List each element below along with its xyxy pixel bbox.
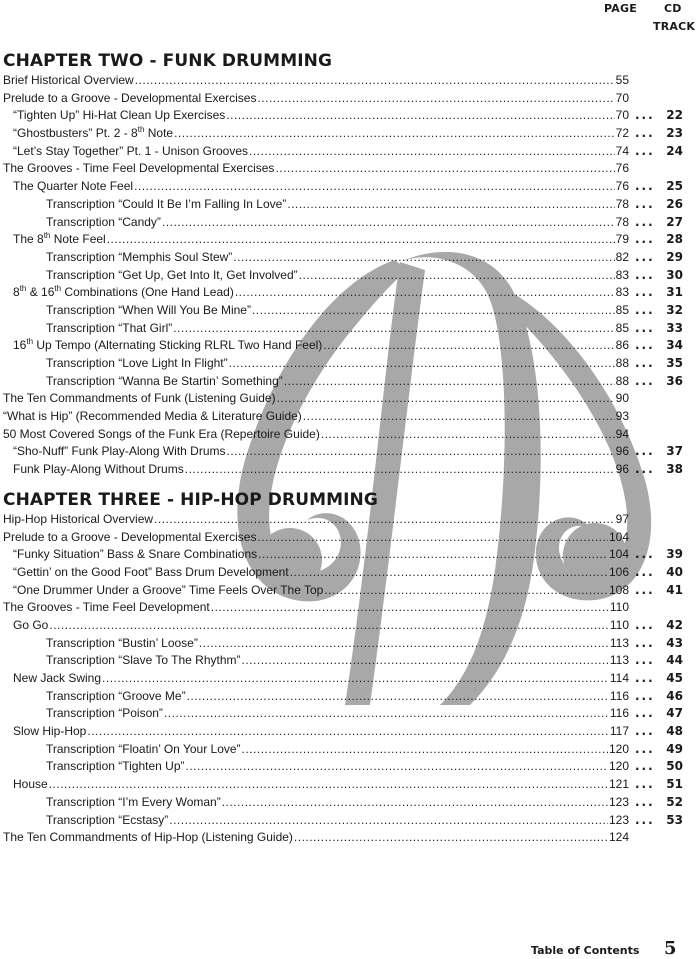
toc-entry-page: 93 (615, 409, 629, 424)
toc-entry-page: 76 (615, 179, 629, 194)
track-dots: ... (635, 179, 655, 194)
toc-entry-title: Transcription “Could It Be I’m Falling In Love” (46, 196, 287, 211)
toc-entry-track (635, 652, 683, 670)
toc-entry[interactable] (3, 355, 693, 373)
toc-entry-track (635, 196, 683, 214)
toc-entry-track (635, 107, 683, 125)
toc-entry-page: 88 (615, 356, 629, 370)
toc-entry-page: 104 (608, 547, 629, 562)
leader-dots (173, 320, 614, 338)
toc-entry-page: 86 (615, 338, 629, 353)
track-dots: ... (635, 777, 655, 792)
track-number: 51 (666, 777, 683, 792)
leader-dots (162, 214, 615, 232)
track-number: 37 (666, 444, 683, 459)
toc-entry[interactable] (3, 373, 693, 391)
toc-entry-title: Prelude to a Groove - Developmental Exercises (3, 529, 257, 544)
track-dots: ... (635, 462, 655, 477)
track-dots: ... (635, 741, 655, 756)
toc-entry-title: Slow Hip-Hop (13, 724, 87, 739)
leader-dots (321, 426, 615, 444)
toc-entry[interactable] (3, 196, 693, 214)
leader-dots (199, 635, 609, 653)
track-dots: ... (635, 582, 655, 597)
toc-entry-page: 120 (608, 741, 629, 756)
toc-entry[interactable] (3, 705, 693, 723)
track-number: 27 (666, 214, 683, 229)
toc-entry-title: New Jack Swing (13, 671, 102, 685)
toc-entry-track (635, 178, 683, 196)
toc-entry-page: 72 (615, 126, 629, 141)
toc-entry-title: The Quarter Note Feel (13, 179, 134, 194)
toc-entry[interactable] (3, 214, 693, 232)
track-number: 48 (666, 724, 683, 739)
toc-entry-page: 123 (608, 812, 629, 827)
track-dots: ... (635, 143, 655, 158)
track-dots: ... (635, 249, 655, 264)
toc-entry[interactable] (3, 390, 693, 408)
toc-entry-title: The Ten Commandments of Hip-Hop (Listening Guide) (3, 830, 293, 845)
track-number: 32 (666, 302, 683, 317)
toc-entry[interactable] (3, 723, 693, 741)
track-number: 25 (666, 179, 683, 194)
toc-entry-title: Brief Historical Overview (3, 73, 134, 87)
toc-entry-title: “Sho-Nuff” Funk Play-Along With Drums (13, 444, 226, 459)
toc-entry-title: 50 Most Covered Songs of the Funk Era (Repertoire Guide) (3, 426, 320, 441)
toc-entry-title: 8th & 16th Combinations (One Hand Lead) (13, 284, 234, 300)
track-number: 49 (666, 741, 683, 756)
track-dots: ... (635, 688, 655, 703)
leader-dots (287, 196, 614, 214)
toc-entry-title: Transcription “Wanna Be Startin’ Something” (46, 373, 283, 388)
footer-label: Table of Contents (531, 944, 640, 957)
track-number: 36 (666, 373, 683, 388)
toc-entry[interactable] (3, 776, 693, 794)
toc-entry[interactable] (3, 741, 693, 759)
leader-dots (235, 284, 615, 302)
toc-entry-page: 108 (608, 582, 629, 597)
toc-entry[interactable] (3, 529, 693, 547)
track-dots: ... (635, 356, 655, 370)
toc-entry-title: House (13, 777, 48, 792)
toc-entry-track (635, 302, 683, 320)
track-dots: ... (635, 285, 655, 300)
toc-entry-title: 16th Up Tempo (Alternating Sticking RLRL Two Hand Feel) (13, 337, 323, 353)
toc-entry-page: 78 (615, 214, 629, 229)
toc-entry-page: 70 (615, 90, 629, 105)
toc-entry-page: 70 (615, 108, 629, 123)
track-number: 23 (666, 126, 683, 141)
toc-entry-page: 94 (615, 426, 629, 441)
toc-entry-track (635, 741, 683, 759)
leader-dots (323, 337, 614, 355)
track-number: 40 (666, 564, 683, 579)
toc-entry-track (635, 231, 683, 249)
toc-entry[interactable] (3, 758, 693, 776)
toc-entry[interactable] (3, 107, 693, 125)
track-number: 45 (666, 671, 683, 685)
toc-entry-title: Transcription “I’m Every Woman” (46, 794, 221, 809)
toc-entry-track (635, 758, 683, 776)
toc-entry[interactable] (3, 599, 693, 617)
track-dots: ... (635, 759, 655, 774)
toc-entry-track (635, 214, 683, 232)
toc-entry-title: Transcription “Groove Me” (46, 688, 186, 703)
track-dots: ... (635, 214, 655, 229)
table-of-contents (3, 50, 693, 847)
track-dots: ... (635, 671, 655, 685)
track-number: 29 (666, 249, 683, 264)
toc-entry-page: 83 (615, 285, 629, 300)
leader-dots (226, 107, 614, 125)
toc-entry-page: 85 (615, 302, 629, 317)
toc-entry-title: Transcription “When Will You Be Mine” (46, 302, 251, 317)
toc-entry[interactable] (3, 546, 693, 564)
leader-dots (135, 72, 615, 90)
toc-entry-page: 96 (615, 462, 629, 477)
toc-entry-title: “Ghostbusters” Pt. 2 - 8th Note (13, 125, 174, 141)
leader-dots (275, 160, 614, 178)
toc-entry-title: The Grooves - Time Feel Development (3, 600, 210, 615)
toc-entry-page: 78 (615, 196, 629, 211)
toc-entry-track (635, 688, 683, 706)
toc-entry-track (635, 125, 683, 143)
toc-entry[interactable] (3, 337, 693, 355)
track-number: 22 (666, 108, 683, 123)
toc-entry-page: 55 (615, 73, 629, 87)
track-number: 41 (666, 582, 683, 597)
toc-entry-title: “Let’s Stay Together” Pt. 1 - Unison Grooves (13, 143, 249, 158)
track-dots: ... (635, 653, 655, 668)
toc-entry-title: Transcription “Tighten Up” (46, 759, 185, 774)
leader-dots (169, 812, 608, 830)
toc-entry-track (635, 337, 683, 355)
leader-dots (154, 511, 615, 529)
toc-entry-title: Transcription “Ecstasy” (46, 812, 169, 827)
toc-entry-page: 88 (615, 373, 629, 388)
toc-entry-track (635, 670, 683, 688)
leader-dots (211, 599, 609, 617)
toc-entry-page: 104 (608, 529, 629, 544)
toc-entry-page: 113 (609, 653, 629, 668)
toc-entry[interactable] (3, 72, 693, 90)
toc-entry-page: 110 (609, 617, 629, 632)
track-number: 46 (666, 688, 683, 703)
toc-entry[interactable] (3, 688, 693, 706)
leader-dots (242, 741, 608, 759)
toc-entry-title: “What is Hip” (Recommended Media & Literature Guide) (3, 409, 302, 424)
toc-entry[interactable] (3, 426, 693, 444)
toc-entry-title: The 8th Note Feel (13, 231, 106, 247)
toc-entry[interactable] (3, 143, 693, 161)
toc-entry-title: Transcription “Floatin’ On Your Love” (46, 741, 241, 756)
toc-entry[interactable] (3, 320, 693, 338)
leader-dots (87, 723, 609, 741)
toc-entry-page: 116 (609, 688, 629, 703)
toc-entry[interactable] (3, 267, 693, 285)
toc-entry-title: “One Drummer Under a Groove” Time Feels Over The Top (13, 582, 324, 597)
toc-entry-track (635, 355, 683, 373)
track-number: 24 (666, 143, 683, 158)
toc-entry[interactable] (3, 582, 693, 600)
toc-entry-title: Transcription “Get Up, Get Into It, Get Involved” (46, 267, 298, 282)
toc-entry-track (635, 143, 683, 161)
toc-entry-track (635, 373, 683, 391)
toc-entry-track (635, 812, 683, 830)
track-number: 43 (666, 635, 683, 650)
toc-entry-title: Hip-Hop Historical Overview (3, 511, 154, 526)
toc-entry-title: Transcription “Candy” (46, 214, 161, 229)
toc-entry-page: 106 (608, 564, 629, 579)
track-dots: ... (635, 108, 655, 123)
toc-entry-track (635, 564, 683, 582)
toc-entry[interactable] (3, 178, 693, 196)
leader-dots (107, 231, 615, 249)
toc-entry-page: 76 (615, 161, 629, 176)
toc-entry-title: “Funky Situation” Bass & Snare Combinations (13, 547, 258, 562)
toc-entry[interactable] (3, 564, 693, 582)
toc-entry-page: 114 (609, 671, 629, 685)
toc-entry-title: The Grooves - Time Feel Developmental Exercises (3, 161, 275, 176)
toc-entry[interactable] (3, 511, 693, 529)
leader-dots (229, 355, 615, 373)
track-number: 50 (666, 759, 683, 774)
track-number: 31 (666, 285, 683, 300)
track-number: 34 (666, 338, 683, 353)
toc-entry-track (635, 794, 683, 812)
toc-entry-track (635, 320, 683, 338)
cd-column-header: CD (664, 2, 682, 15)
toc-entry[interactable] (3, 794, 693, 812)
toc-entry[interactable] (3, 302, 693, 320)
track-number: 52 (666, 794, 683, 809)
toc-entry[interactable] (3, 617, 693, 635)
leader-dots (174, 125, 615, 143)
track-number: 53 (666, 812, 683, 827)
toc-entry-track (635, 461, 683, 479)
page-number: 5 (664, 938, 677, 959)
toc-entry-track (635, 546, 683, 564)
track-dots: ... (635, 547, 655, 562)
leader-dots (186, 758, 608, 776)
chapter-title: CHAPTER TWO - FUNK DRUMMING (3, 51, 333, 71)
toc-entry-page: 124 (608, 830, 629, 845)
page-column-header: PAGE (604, 2, 637, 15)
toc-entry-track (635, 635, 683, 653)
toc-entry[interactable] (3, 670, 693, 688)
leader-dots (187, 688, 609, 706)
toc-entry-page: 79 (615, 232, 629, 247)
toc-entry[interactable] (3, 443, 693, 461)
track-number: 47 (666, 706, 683, 721)
toc-entry-title: Transcription “Slave To The Rhythm” (46, 653, 241, 668)
track-number: 44 (666, 653, 683, 668)
toc-entry-track (635, 617, 683, 635)
toc-entry-page: 85 (615, 320, 629, 335)
toc-entry-page: 82 (615, 249, 629, 264)
leader-dots (185, 461, 615, 479)
track-dots: ... (635, 196, 655, 211)
track-dots: ... (635, 794, 655, 809)
toc-entry-title: Transcription “Bustin’ Loose” (46, 635, 198, 650)
toc-entry-track (635, 443, 683, 461)
track-dots: ... (635, 302, 655, 317)
toc-entry-page: 96 (615, 444, 629, 459)
leader-dots (284, 373, 615, 391)
track-dots: ... (635, 320, 655, 335)
toc-entry-track (635, 582, 683, 600)
track-dots: ... (635, 126, 655, 141)
toc-entry-page: 83 (615, 267, 629, 282)
leader-dots (222, 794, 608, 812)
leader-dots (258, 546, 608, 564)
leader-dots (164, 705, 609, 723)
toc-entry-page: 121 (608, 777, 629, 792)
track-dots: ... (635, 267, 655, 282)
leader-dots (249, 143, 615, 161)
track-dots: ... (635, 706, 655, 721)
toc-entry[interactable] (3, 635, 693, 653)
toc-entry-title: Transcription “That Girl” (46, 320, 173, 335)
track-dots: ... (635, 812, 655, 827)
toc-entry[interactable] (3, 160, 693, 178)
track-number: 38 (666, 462, 683, 477)
toc-entry-track (635, 267, 683, 285)
leader-dots (299, 267, 615, 285)
track-number: 28 (666, 232, 683, 247)
toc-entry-title: Go Go (13, 617, 49, 632)
toc-entry[interactable] (3, 652, 693, 670)
toc-entry[interactable] (3, 249, 693, 267)
toc-entry-page: 120 (608, 759, 629, 774)
track-number: 30 (666, 267, 683, 282)
leader-dots (252, 302, 615, 320)
track-column-header: TRACK (653, 20, 696, 33)
leader-dots (277, 390, 615, 408)
toc-entry[interactable] (3, 231, 693, 249)
track-dots: ... (635, 373, 655, 388)
leader-dots (242, 652, 609, 670)
toc-entry-page: 74 (615, 143, 629, 158)
track-dots: ... (635, 724, 655, 739)
toc-entry-page: 110 (609, 600, 629, 615)
toc-entry[interactable] (3, 812, 693, 830)
toc-entry[interactable] (3, 125, 693, 143)
leader-dots (257, 529, 608, 547)
toc-entry-title: “Gettin’ on the Good Foot” Bass Drum Development (13, 564, 289, 579)
toc-entry-page: 113 (609, 635, 629, 650)
toc-entry-track (635, 705, 683, 723)
toc-entry[interactable] (3, 461, 693, 479)
leader-dots (49, 617, 609, 635)
track-dots: ... (635, 635, 655, 650)
track-dots: ... (635, 232, 655, 247)
toc-entry-title: Transcription “Memphis Soul Stew” (46, 249, 233, 264)
track-number: 35 (666, 356, 683, 370)
track-dots: ... (635, 444, 655, 459)
leader-dots (134, 178, 615, 196)
toc-entry[interactable] (3, 90, 693, 108)
toc-entry-track (635, 776, 683, 794)
toc-entry-page: 117 (609, 724, 629, 739)
toc-entry-track (635, 284, 683, 302)
toc-entry-title: Prelude to a Groove - Developmental Exercises (3, 90, 257, 105)
toc-entry-page: 116 (609, 706, 629, 721)
track-dots: ... (635, 617, 655, 632)
track-dots: ... (635, 564, 655, 579)
toc-entry-page: 97 (615, 511, 629, 526)
track-dots: ... (635, 338, 655, 353)
toc-entry-title: The Ten Commandments of Funk (Listening Guide) (3, 391, 276, 406)
toc-entry[interactable] (3, 284, 693, 302)
toc-entry[interactable] (3, 408, 693, 426)
toc-entry-page: 90 (615, 391, 629, 406)
leader-dots (257, 90, 614, 108)
leader-dots (290, 564, 608, 582)
leader-dots (227, 443, 615, 461)
toc-entry-page: 123 (608, 794, 629, 809)
leader-dots (303, 408, 615, 426)
toc-entry-title: “Tighten Up” Hi-Hat Clean Up Exercises (13, 108, 226, 123)
toc-entry-title: Transcription “Love Light In Flight” (46, 356, 228, 370)
toc-entry-track (635, 723, 683, 741)
leader-dots (324, 582, 608, 600)
track-number: 33 (666, 320, 683, 335)
track-number: 42 (666, 617, 683, 632)
toc-entry-title: Transcription “Poison” (46, 706, 163, 721)
chapter-title: CHAPTER THREE - HIP-HOP DRUMMING (3, 489, 378, 510)
toc-entry-title: Funk Play-Along Without Drums (13, 462, 184, 477)
toc-entry[interactable] (3, 829, 693, 847)
track-number: 39 (666, 547, 683, 562)
leader-dots (294, 829, 608, 847)
leader-dots (233, 249, 614, 267)
track-number: 26 (666, 196, 683, 211)
leader-dots (49, 776, 608, 794)
toc-entry-track (635, 249, 683, 267)
leader-dots (102, 670, 609, 688)
